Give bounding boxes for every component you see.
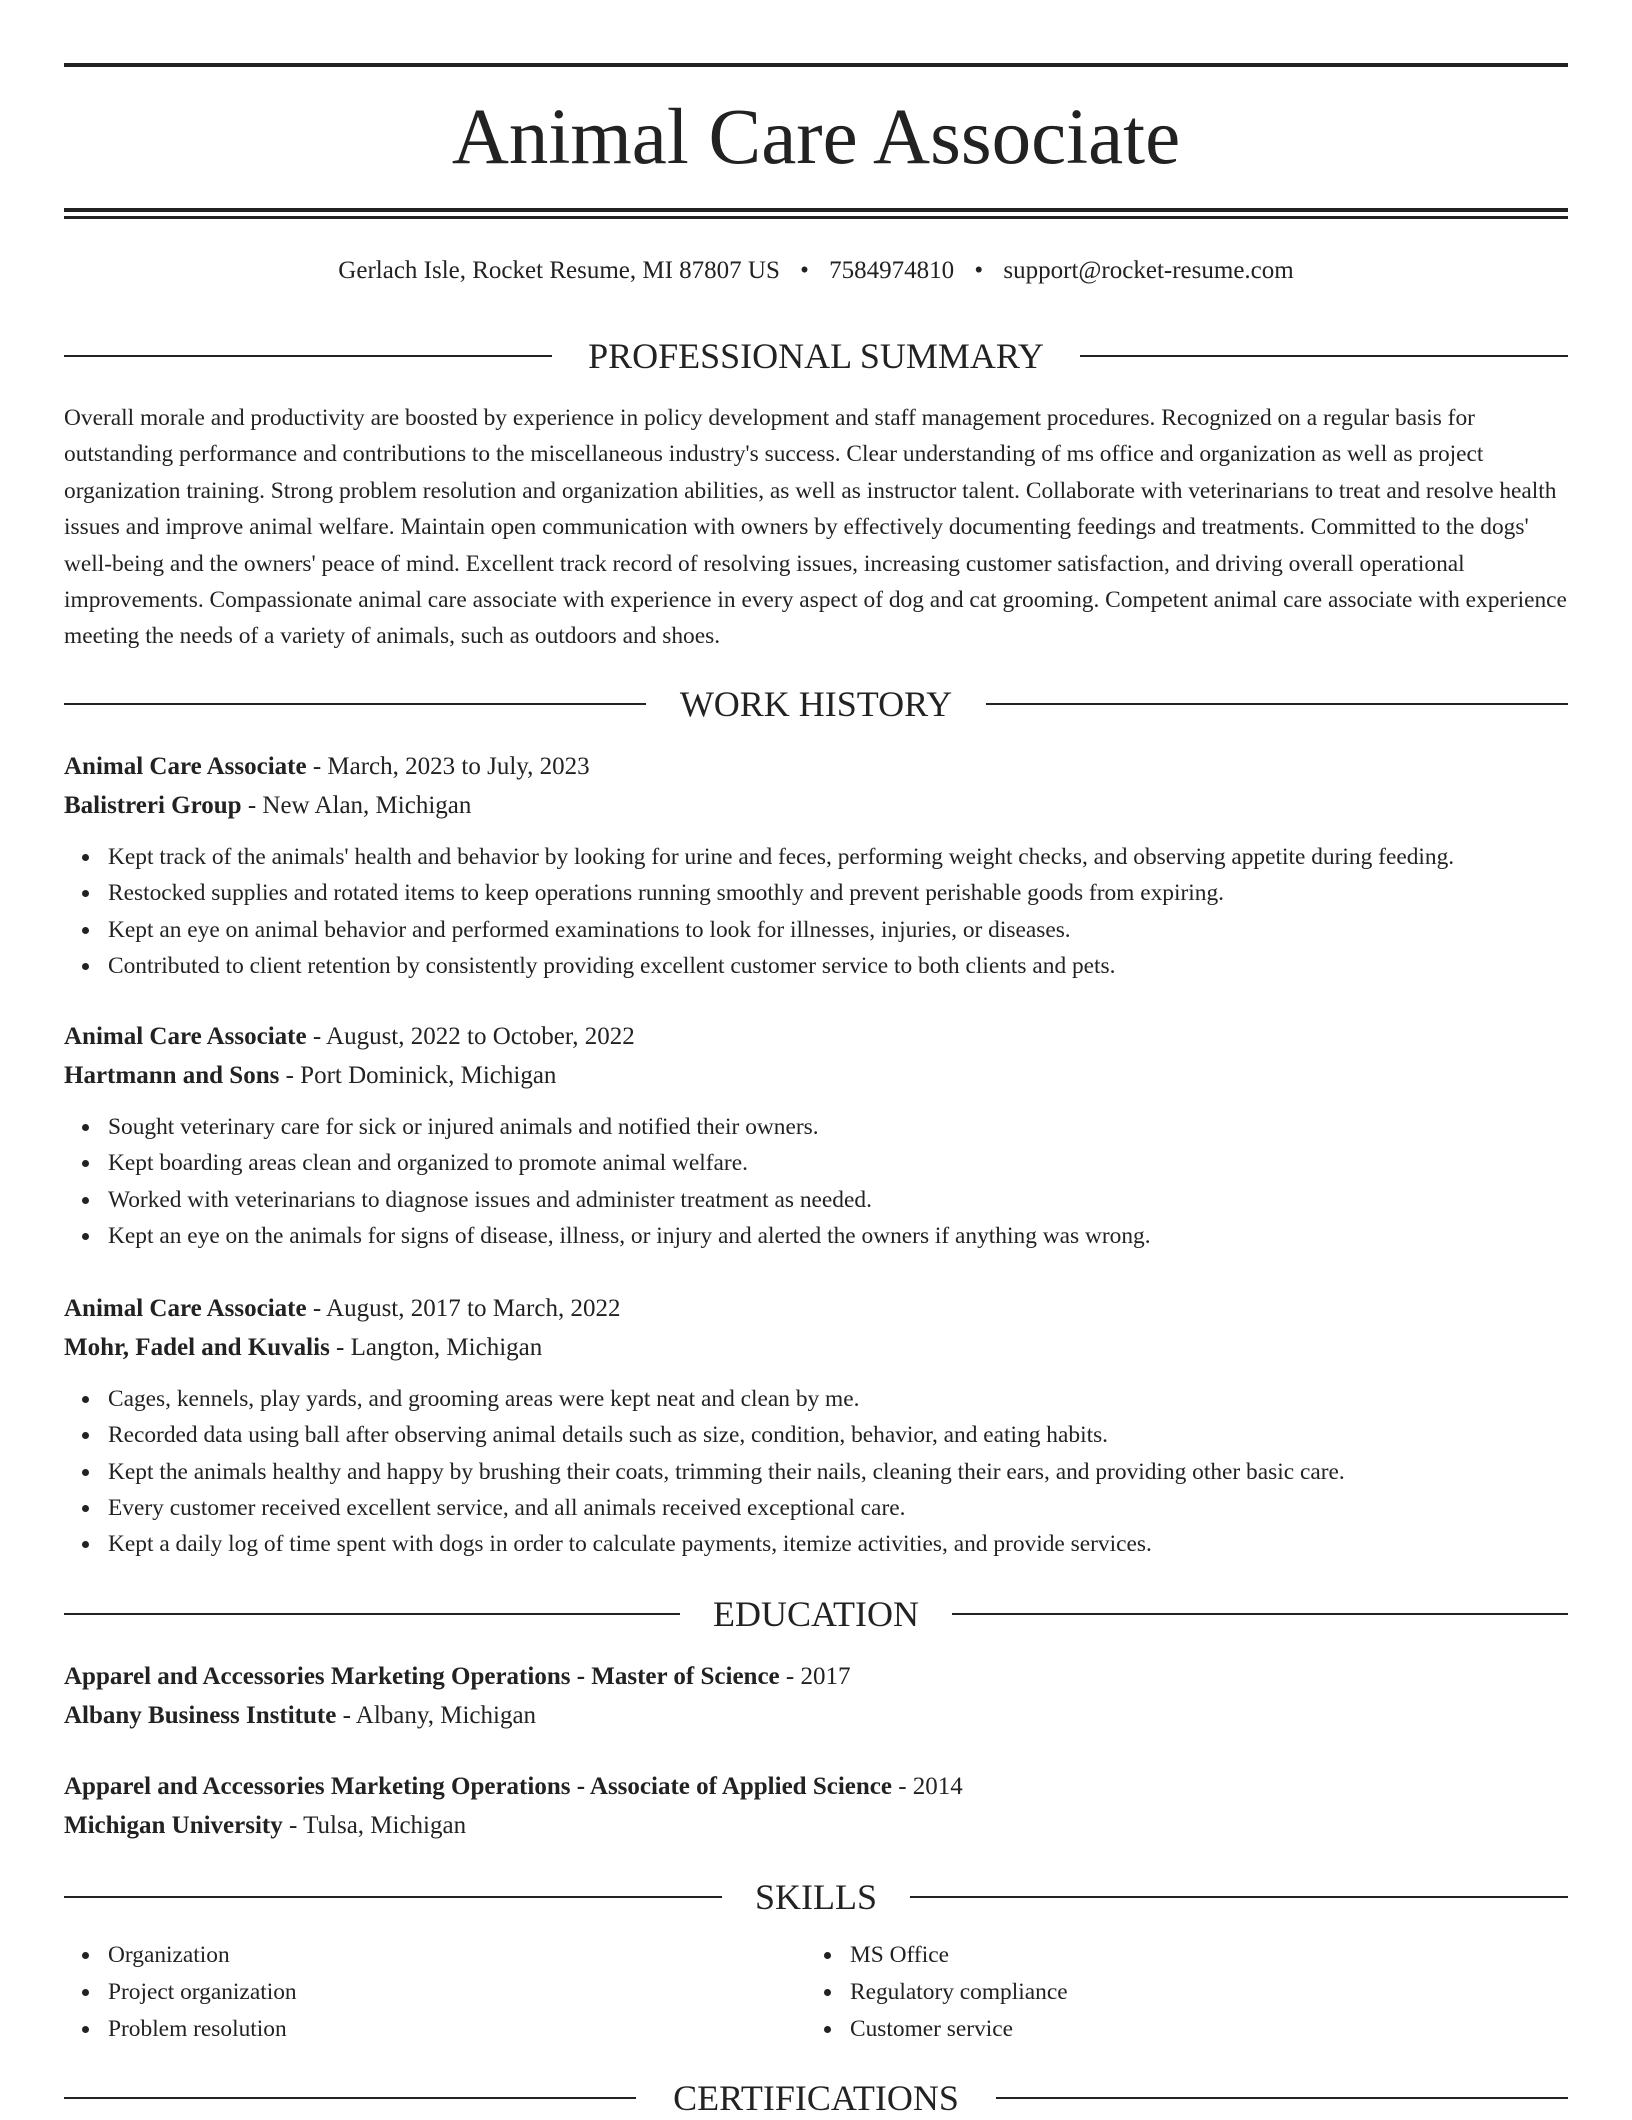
job-entry-3 xyxy=(64,1289,1568,1562)
section-heading-skills xyxy=(64,1875,1568,1919)
education-school: Albany Business Institute xyxy=(64,1702,337,1729)
list-item: Kept track of the animals' health and behavior by looking for urine and feces, performing weight checks, and observing appetite during feeding. xyxy=(108,839,1568,875)
list-item: Every customer received excellent service, and all animals received exceptional care. xyxy=(108,1490,1568,1526)
education-degree-line xyxy=(64,1657,1568,1696)
job-role: Animal Care Associate xyxy=(64,753,307,780)
education-entry-2 xyxy=(64,1767,1568,1845)
education-school-line xyxy=(64,1696,1568,1735)
job-role: Animal Care Associate xyxy=(64,1023,307,1050)
section-heading-education xyxy=(64,1592,1568,1636)
job-company-line xyxy=(64,786,1568,825)
job-title-line xyxy=(64,747,1568,786)
list-item: Kept an eye on animal behavior and performed examinations to look for illnesses, injuries, or diseases. xyxy=(108,912,1568,948)
job-company-line xyxy=(64,1056,1568,1095)
job-company: Balistreri Group xyxy=(64,792,242,819)
section-heading-summary xyxy=(64,334,1568,378)
resume-title: Animal Care Associate xyxy=(451,94,1181,181)
education-degree: Apparel and Accessories Marketing Operations - Associate of Applied Science xyxy=(64,1773,892,1800)
job-dates: - August, 2017 to March, 2022 xyxy=(306,1295,621,1322)
skill-item: Project organization xyxy=(108,1974,297,2011)
skill-item: Organization xyxy=(108,1937,297,1974)
education-school-line xyxy=(64,1806,1568,1845)
section-heading-certifications xyxy=(64,2076,1568,2120)
job-dates: - March, 2023 to July, 2023 xyxy=(306,753,590,780)
education-year: - 2017 xyxy=(779,1663,851,1690)
section-title: WORK HISTORY xyxy=(679,684,953,724)
section-title: CERTIFICATIONS xyxy=(673,2078,959,2118)
job-company: Mohr, Fadel and Kuvalis xyxy=(64,1334,330,1361)
education-location: - Tulsa, Michigan xyxy=(282,1812,467,1839)
contact-address: Gerlach Isle, Rocket Resume, MI 87807 US xyxy=(338,257,780,284)
job-title-line xyxy=(64,1289,1568,1328)
section-title: PROFESSIONAL SUMMARY xyxy=(588,336,1044,376)
contact-separator: • xyxy=(974,257,984,284)
job-dates: - August, 2022 to October, 2022 xyxy=(306,1023,635,1050)
list-item: Kept boarding areas clean and organized to promote animal welfare. xyxy=(108,1145,1568,1181)
job-bullets xyxy=(64,1109,1568,1254)
job-company-line xyxy=(64,1328,1568,1367)
title-rule-lower xyxy=(64,216,1568,219)
skills-column-left xyxy=(64,1937,297,2048)
skills-column-right xyxy=(806,1937,1068,2048)
contact-separator: • xyxy=(800,257,809,284)
list-item: Restocked supplies and rotated items to keep operations running smoothly and prevent perishable goods from expiring. xyxy=(108,875,1568,911)
section-heading-work xyxy=(64,682,1568,726)
contact-line xyxy=(64,254,1568,288)
list-item: Cages, kennels, play yards, and grooming areas were kept neat and clean by me. xyxy=(108,1381,1568,1417)
education-location: - Albany, Michigan xyxy=(336,1702,537,1729)
section-title: SKILLS xyxy=(754,1877,877,1917)
list-item: Kept the animals healthy and happy by brushing their coats, trimming their nails, cleaning their ears, and providing other basic care. xyxy=(108,1454,1568,1490)
list-item: Kept an eye on the animals for signs of disease, illness, or injury and alerted the owners if anything was wrong. xyxy=(108,1218,1568,1254)
education-entry-1 xyxy=(64,1657,1568,1735)
list-item: Worked with veterinarians to diagnose issues and administer treatment as needed. xyxy=(108,1182,1568,1218)
education-degree-line xyxy=(64,1767,1568,1806)
education-year: - 2014 xyxy=(891,1773,963,1800)
summary-paragraph: Overall morale and productivity are boosted by experience in policy development and staff management procedures. Recognized on a regular basis for outstanding performance and contributions to the miscellaneous industry's success. Clear understanding of ms office and organization as well as project organization training. Strong problem resolution and organization abilities, as well as instructor talent. Collaborate with veterinarians to treat and resolve health issues and improve animal welfare. Maintain open communication with owners by effectively documenting feedings and treatments. Committed to the dogs' well-being and the owners' peace of mind. Excellent track record of resolving issues, increasing customer satisfaction, and driving overall operational improvements. Compassionate animal care associate with experience in every aspect of dog and cat grooming. Competent animal care associate with experience meeting the needs of a variety of animals, such as outdoors and shoes. xyxy=(64,405,1567,650)
job-entry-2 xyxy=(64,1017,1568,1254)
skill-item: MS Office xyxy=(850,1937,1068,1974)
skill-item: Problem resolution xyxy=(108,2011,297,2048)
top-rule xyxy=(64,63,1568,67)
section-title: EDUCATION xyxy=(713,1594,919,1634)
job-location: - Port Dominick, Michigan xyxy=(279,1062,557,1089)
list-item: Recorded data using ball after observing animal details such as size, condition, behavior, and eating habits. xyxy=(108,1417,1568,1453)
skill-item: Regulatory compliance xyxy=(850,1974,1068,2011)
education-degree: Apparel and Accessories Marketing Operations - Master of Science xyxy=(64,1663,780,1690)
job-company: Hartmann and Sons xyxy=(64,1062,280,1089)
title-rule-upper xyxy=(64,208,1568,212)
job-role: Animal Care Associate xyxy=(64,1295,307,1322)
job-location: - New Alan, Michigan xyxy=(241,792,472,819)
list-item: Sought veterinary care for sick or injured animals and notified their owners. xyxy=(108,1109,1568,1145)
contact-email: support@rocket-resume.com xyxy=(1003,257,1294,284)
contact-phone: 7584974810 xyxy=(829,257,955,284)
job-bullets xyxy=(64,1381,1568,1562)
education-school: Michigan University xyxy=(64,1812,283,1839)
list-item: Contributed to client retention by consistently providing excellent customer service to both clients and pets. xyxy=(108,948,1568,984)
job-location: - Langton, Michigan xyxy=(329,1334,543,1361)
list-item: Kept a daily log of time spent with dogs in order to calculate payments, itemize activities, and provide services. xyxy=(108,1526,1568,1562)
job-bullets xyxy=(64,839,1568,984)
skill-item: Customer service xyxy=(850,2011,1068,2048)
job-title-line xyxy=(64,1017,1568,1056)
job-entry-1 xyxy=(64,747,1568,984)
